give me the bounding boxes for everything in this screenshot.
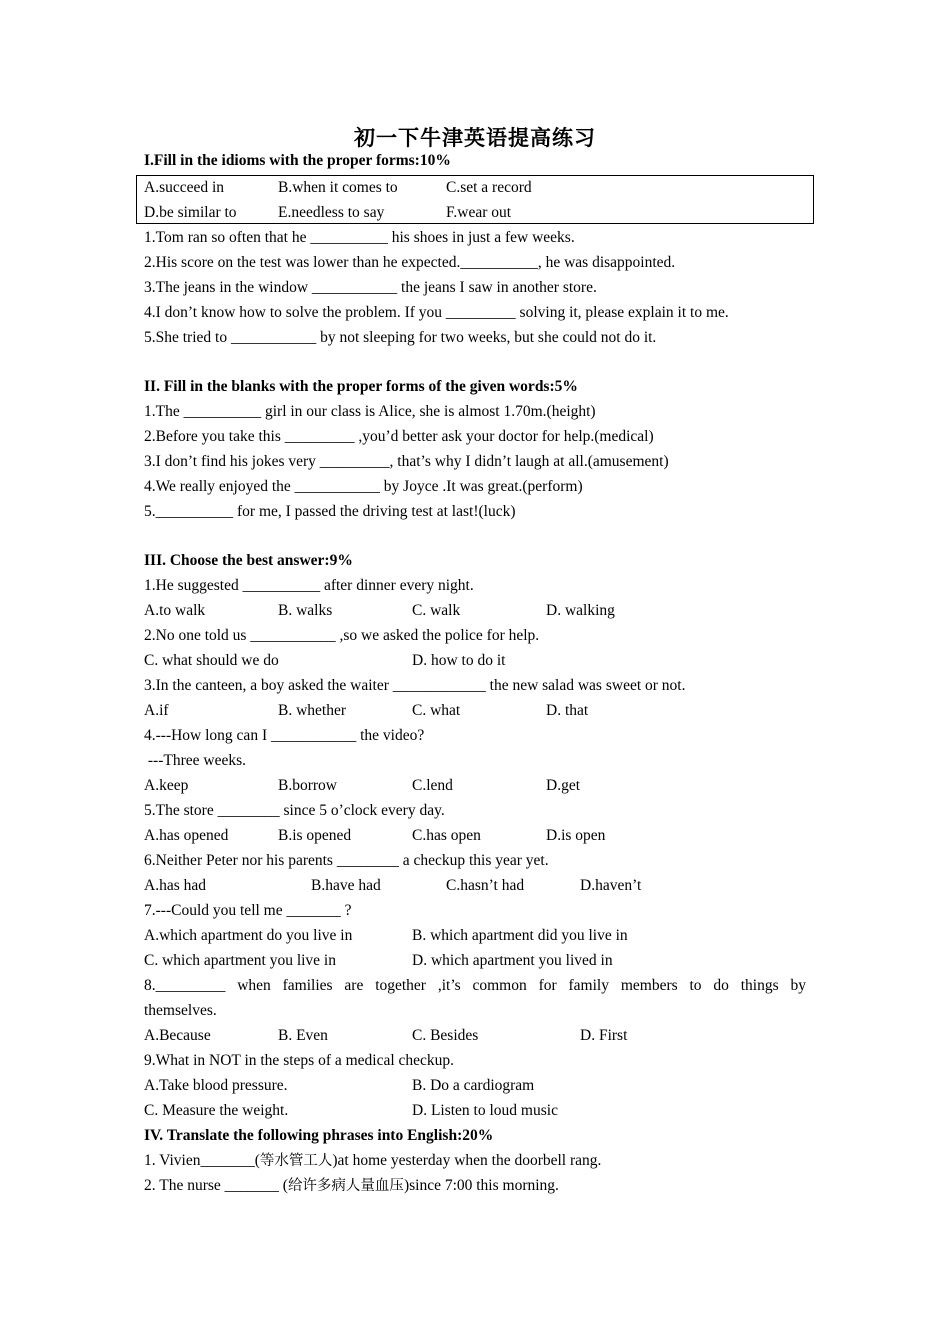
- page-title: 初一下牛津英语提高练习: [354, 126, 596, 150]
- idiom-option-f: F.wear out: [446, 204, 512, 221]
- s3-q7-option-b: B. which apartment did you live in: [412, 927, 628, 944]
- s4-q2-prefix: 2. The nurse _______ (: [144, 1177, 288, 1194]
- s3-question-8: [144, 976, 806, 996]
- s2-question-1: 1.The __________ girl in our class is Alice, she is almost 1.70m.(height): [144, 403, 596, 420]
- s2-question-2: 2.Before you take this _________ ,you’d better ask your doctor for help.(medical): [144, 428, 654, 445]
- s3-q1-option-d: D. walking: [546, 602, 615, 619]
- s3-q9-option-c: C. Measure the weight.: [144, 1102, 289, 1119]
- s1-question-2: 2.His score on the test was lower than he expected.__________, he was disappointed.: [144, 254, 676, 271]
- section3-heading: III. Choose the best answer:9%: [144, 552, 353, 569]
- q8-word: family: [568, 977, 609, 994]
- idiom-option-b: B.when it comes to: [278, 179, 398, 196]
- idiom-option-c: C.set a record: [446, 179, 532, 196]
- section2-heading: II. Fill in the blanks with the proper forms of the given words:5%: [144, 378, 578, 395]
- s1-question-5: 5.She tried to ___________ by not sleeping for two weeks, but she could not do it.: [144, 329, 657, 346]
- s3-question-1: 1.He suggested __________ after dinner every night.: [144, 577, 474, 594]
- idiom-option-e: E.needless to say: [278, 204, 385, 221]
- s3-q4-option-a: A.keep: [144, 777, 189, 794]
- s3-q1-option-b: B. walks: [278, 602, 333, 619]
- s4-q1-prefix: 1. Vivien_______(: [144, 1152, 260, 1169]
- s3-q7-option-c: C. which apartment you live in: [144, 952, 336, 969]
- s3-q6-option-b: B.have had: [311, 877, 381, 894]
- s3-q2-option-d: D. how to do it: [412, 652, 506, 669]
- q8-word: members: [620, 977, 678, 994]
- idiom-option-d: D.be similar to: [144, 204, 237, 221]
- s4-q1-suffix: )at home yesterday when the doorbell rang.: [332, 1152, 602, 1169]
- s3-q3-option-c: C. what: [412, 702, 461, 719]
- q8-word: by: [790, 977, 806, 994]
- s1-question-3: 3.The jeans in the window ___________ the jeans I saw in another store.: [144, 279, 597, 296]
- s3-q9-option-a: A.Take blood pressure.: [144, 1077, 288, 1094]
- s3-q4-option-b: B.borrow: [278, 777, 337, 794]
- q8-word: for: [538, 977, 557, 994]
- s3-question-6: 6.Neither Peter nor his parents ________ a checkup this year yet.: [144, 852, 549, 869]
- q8-word: common: [472, 977, 527, 994]
- s3-q6-option-d: D.haven’t: [580, 877, 642, 894]
- s3-q9-option-d: D. Listen to loud music: [412, 1102, 558, 1119]
- q8-word: 8._________: [144, 977, 226, 994]
- s3-question-2: 2.No one told us ___________ ,so we asked the police for help.: [144, 627, 540, 644]
- q8-word: together: [375, 977, 426, 994]
- s2-question-4: 4.We really enjoyed the ___________ by Joyce .It was great.(perform): [144, 478, 583, 495]
- s3-q5-option-c: C.has open: [412, 827, 481, 844]
- s3-q1-option-c: C. walk: [412, 602, 461, 619]
- s3-q3-option-a: A.if: [144, 702, 169, 719]
- s4-q2-chinese: 给许多病人量血压: [287, 1178, 404, 1194]
- s3-question-8-end: themselves.: [144, 1002, 217, 1019]
- s3-q3-option-d: D. that: [546, 702, 589, 719]
- s3-question-7: 7.---Could you tell me _______ ?: [144, 902, 352, 919]
- s3-q4-option-d: D.get: [546, 777, 581, 794]
- s3-question-9: 9.What in NOT in the steps of a medical checkup.: [144, 1052, 455, 1069]
- s3-q9-option-b: B. Do a cardiogram: [412, 1077, 535, 1094]
- s1-question-1: 1.Tom ran so often that he __________ his shoes in just a few weeks.: [144, 229, 575, 246]
- s3-q5-option-d: D.is open: [546, 827, 606, 844]
- s3-q5-option-a: A.has opened: [144, 827, 229, 844]
- s3-q5-option-b: B.is opened: [278, 827, 352, 844]
- idiom-option-a: A.succeed in: [144, 179, 225, 196]
- s3-q2-option-c: C. what should we do: [144, 652, 279, 669]
- q8-word: ,it’s: [437, 977, 461, 994]
- s3-q8-option-c: C. Besides: [412, 1027, 479, 1044]
- s3-question-4: 4.---How long can I ___________ the video?: [144, 727, 425, 744]
- q8-word: to: [689, 977, 702, 994]
- s3-question-4-reply: ---Three weeks.: [144, 752, 246, 769]
- s3-q4-option-c: C.lend: [412, 777, 453, 794]
- s3-q1-option-a: A.to walk: [144, 602, 206, 619]
- s3-question-5: 5.The store ________ since 5 o’clock every day.: [144, 802, 445, 819]
- s3-q8-option-a: A.Because: [144, 1027, 211, 1044]
- s3-q8-option-b: B. Even: [278, 1027, 328, 1044]
- s4-question-2: [144, 1176, 559, 1196]
- s3-q6-option-c: C.hasn’t had: [446, 877, 525, 894]
- s2-question-5: 5.__________ for me, I passed the driving test at last!(luck): [144, 503, 516, 520]
- q8-word: things: [740, 977, 779, 994]
- s3-q7-option-d: D. which apartment you lived in: [412, 952, 613, 969]
- s3-q7-option-a: A.which apartment do you live in: [144, 927, 353, 944]
- q8-word: do: [713, 977, 729, 994]
- q8-word: are: [344, 977, 364, 994]
- section4-heading: IV. Translate the following phrases into English:20%: [144, 1127, 494, 1144]
- idiom-box: [136, 175, 814, 224]
- s4-q1-chinese: 等水管工人: [259, 1153, 333, 1169]
- s3-q8-option-d: D. First: [580, 1027, 628, 1044]
- s3-question-3: 3.In the canteen, a boy asked the waiter ____________ the new salad was sweet or not.: [144, 677, 686, 694]
- s3-q3-option-b: B. whether: [278, 702, 347, 719]
- s3-q6-option-a: A.has had: [144, 877, 206, 894]
- s1-question-4: 4.I don’t know how to solve the problem. If you _________ solving it, please explain it to me.: [144, 304, 729, 321]
- s4-q2-suffix: )since 7:00 this morning.: [403, 1177, 559, 1194]
- q8-word: when: [237, 977, 271, 994]
- section1-heading: I.Fill in the idioms with the proper forms:10%: [144, 152, 451, 169]
- s2-question-3: 3.I don’t find his jokes very _________, that’s why I didn’t laugh at all.(amusement): [144, 453, 669, 470]
- q8-word: families: [282, 977, 333, 994]
- s4-question-1: [144, 1151, 601, 1171]
